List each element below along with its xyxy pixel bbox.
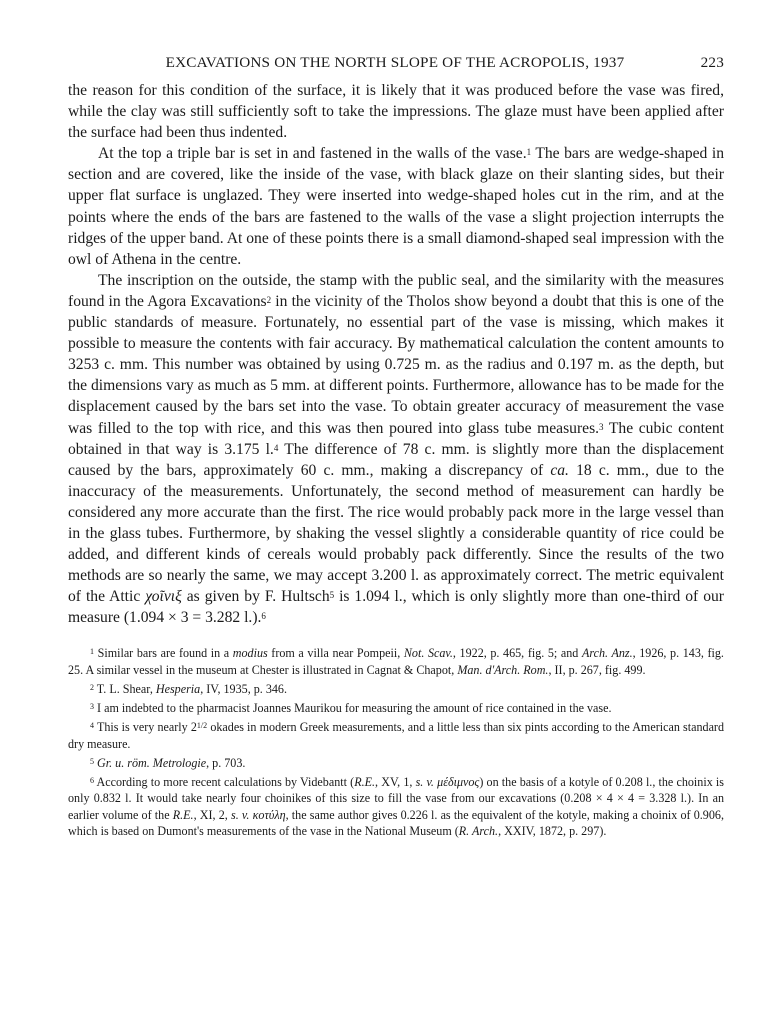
- footnotes: [68, 645, 724, 839]
- citation-entry: s. v. κοτύλη: [231, 807, 286, 822]
- text-run: , IV, 1935, p. 346.: [200, 682, 288, 697]
- footnote-ref-2: 2: [266, 294, 272, 305]
- paragraph-3: [68, 270, 724, 629]
- text-run: T. L. Shear,: [94, 682, 156, 697]
- text-run: from a villa near Pompeii,: [267, 646, 404, 661]
- text-run: okades in modern Greek measurements, and a little less than six pints according to the American standard dry measure.: [68, 719, 725, 751]
- footnote-6: [68, 774, 724, 840]
- citation-entry: s. v. μέδιμνος: [415, 774, 480, 789]
- text-run: At the top a triple bar is set in and fastened in the walls of the vase.: [98, 145, 527, 163]
- text-run: , the same author gives 0.226 l. as the equivalent of the kotyle, making a choinix of 0.906, which is based on Dumont's measurements of the vase in the National Museum (: [68, 807, 724, 839]
- footnote-ref-1: 1: [526, 147, 532, 158]
- text-run: , XI, 2,: [193, 807, 232, 822]
- text-run: The difference of 78 c. mm. is slightly more than the displacement caused by the bars, approximately 60 c. mm., making a discrepancy of: [68, 440, 724, 479]
- citation-title: Not. Scav.: [403, 646, 453, 661]
- footnote-mark: 1: [90, 647, 94, 657]
- text-run: ) on the basis of a kotyle of 0.208 l., the choinix is only 0.832 l. It would take nearly four choinikes of this size to fill the vase from our excavations (0.208 × 4 × 4 = 3.328 l.). In an earlier volume of the: [68, 774, 724, 822]
- text-run: Similar bars are found in a: [94, 646, 233, 661]
- text-run: According to more recent calculations by Videbantt (: [94, 774, 355, 789]
- footnote-1: [68, 645, 724, 678]
- footnote-mark: 6: [90, 775, 94, 785]
- text-run: , 1926, p. 143, fig. 25. A similar vessel in the museum at Chester is illustrated in Cagnat & Chapot,: [68, 646, 724, 678]
- citation-title: Hesperia: [155, 682, 201, 697]
- text-run: , p. 703.: [206, 755, 246, 770]
- footnote-mark: 2: [90, 683, 94, 693]
- text-run: , XV, 1,: [375, 774, 416, 789]
- italic-term: modius: [232, 646, 268, 661]
- footnote-3: [68, 700, 724, 717]
- text-run: The bars are wedge-shaped in section and are covered, like the inside of the vase, with black glaze on their slanting sides, but their upper flat surface is unglazed. They were inserted into wedge-shaped holes cut in the rim, and at the points where the ends of the bars are fastened to the walls of the vase a slight projection interrupts the ridges of the upper band. At one of these points there is a small diamond-shaped seal impression with the owl of Athena in the centre.: [68, 145, 724, 268]
- italic-term: ca.: [550, 461, 569, 479]
- body-text: [68, 80, 724, 628]
- citation-title: R.E.: [172, 807, 194, 822]
- footnote-mark: 3: [90, 702, 94, 711]
- paragraph-1: the reason for this condition of the surface, it is likely that it was produced before the vase was fired, while the clay was still sufficiently soft to take the impressions. The glaze must have been applied after the surface had been thus indented.: [68, 82, 724, 142]
- citation-title: R. Arch.: [458, 824, 499, 839]
- text-run: I am indebted to the pharmacist Joannes Maurikou for measuring the amount of rice contained in the vase.: [94, 701, 612, 715]
- footnote-mark: 5: [90, 756, 94, 766]
- citation-title: Gr. u. röm. Metrologie: [97, 755, 207, 770]
- text-run: as given by F. Hultsch: [181, 588, 330, 606]
- citation-title: Man. d'Arch. Rom.: [457, 663, 549, 678]
- text-run: is 1.094 l., which is only slightly more than one-third of our measure (1.094 × 3 = 3.282 l.).: [68, 588, 724, 627]
- text-run: The cubic content obtained in that way is 3.175 l.: [68, 419, 725, 458]
- text-run: , XXIV, 1872, p. 297).: [498, 824, 607, 839]
- citation-title: R.E.: [354, 774, 376, 789]
- running-header: [68, 54, 724, 80]
- citation-title: Arch. Anz.: [581, 646, 633, 661]
- text-run: The inscription on the outside, the stamp with the public seal, and the similarity with the measures found in the Agora Excavations: [68, 271, 724, 310]
- text-run: This is very nearly 2: [94, 719, 197, 734]
- footnote-ref-6: 6: [261, 611, 266, 622]
- fraction: 1/2: [196, 720, 208, 730]
- text-run: , 1922, p. 465, fig. 5; and: [452, 646, 582, 661]
- footnote-4: [68, 719, 724, 752]
- running-title: EXCAVATIONS ON THE NORTH SLOPE OF THE ACROPOLIS, 1937: [165, 54, 625, 71]
- footnote-2: [68, 681, 724, 698]
- page-number: 223: [700, 54, 724, 71]
- footnote-ref-5: 5: [329, 590, 335, 601]
- footnote-5: [68, 755, 724, 772]
- text-run: in the vicinity of the Tholos show beyond a doubt that this is one of the public standards of measure. Fortunately, no essential part of the vase is missing, which makes it possible to measure the contents with fair accuracy. By mathematical calculation the content amounts to 3253 c. mm. This number was obtained by using 0.725 m. as the radius and 0.197 m. as the depth, but the dimensions vary as much as 5 mm. at different points. Furthermore, allowance has to be made for the displacement caused by the bars set into the vase. To obtain greater accuracy of measurement the vase was filled to the top with rice, and this was then poured into glass tube measures.: [68, 292, 724, 437]
- footnote-ref-3: 3: [599, 421, 604, 432]
- footnote-mark: 4: [90, 720, 94, 730]
- greek-term: χοῖνιξ: [145, 588, 182, 606]
- paragraph-2: [68, 143, 724, 270]
- text-run: , II, p. 267, fig. 499.: [548, 663, 646, 678]
- footnote-ref-4: 4: [273, 442, 279, 453]
- text-run: 18 c. mm., due to the inaccuracy of the measurements. Unfortunately, the second method of measurement can hardly be considered any more accurate than the first. The rice would probably pack more in the large vessel than in the glass tubes. Furthermore, by shaking the vessel slightly a considerable quantity of rice could be added, and different kinds of cereals would probably pack differently. Since the results of the two methods are so nearly the same, we may accept 3.200 l. as approximately correct. The metric equivalent of the Attic: [68, 461, 724, 606]
- journal-page: [68, 54, 724, 840]
